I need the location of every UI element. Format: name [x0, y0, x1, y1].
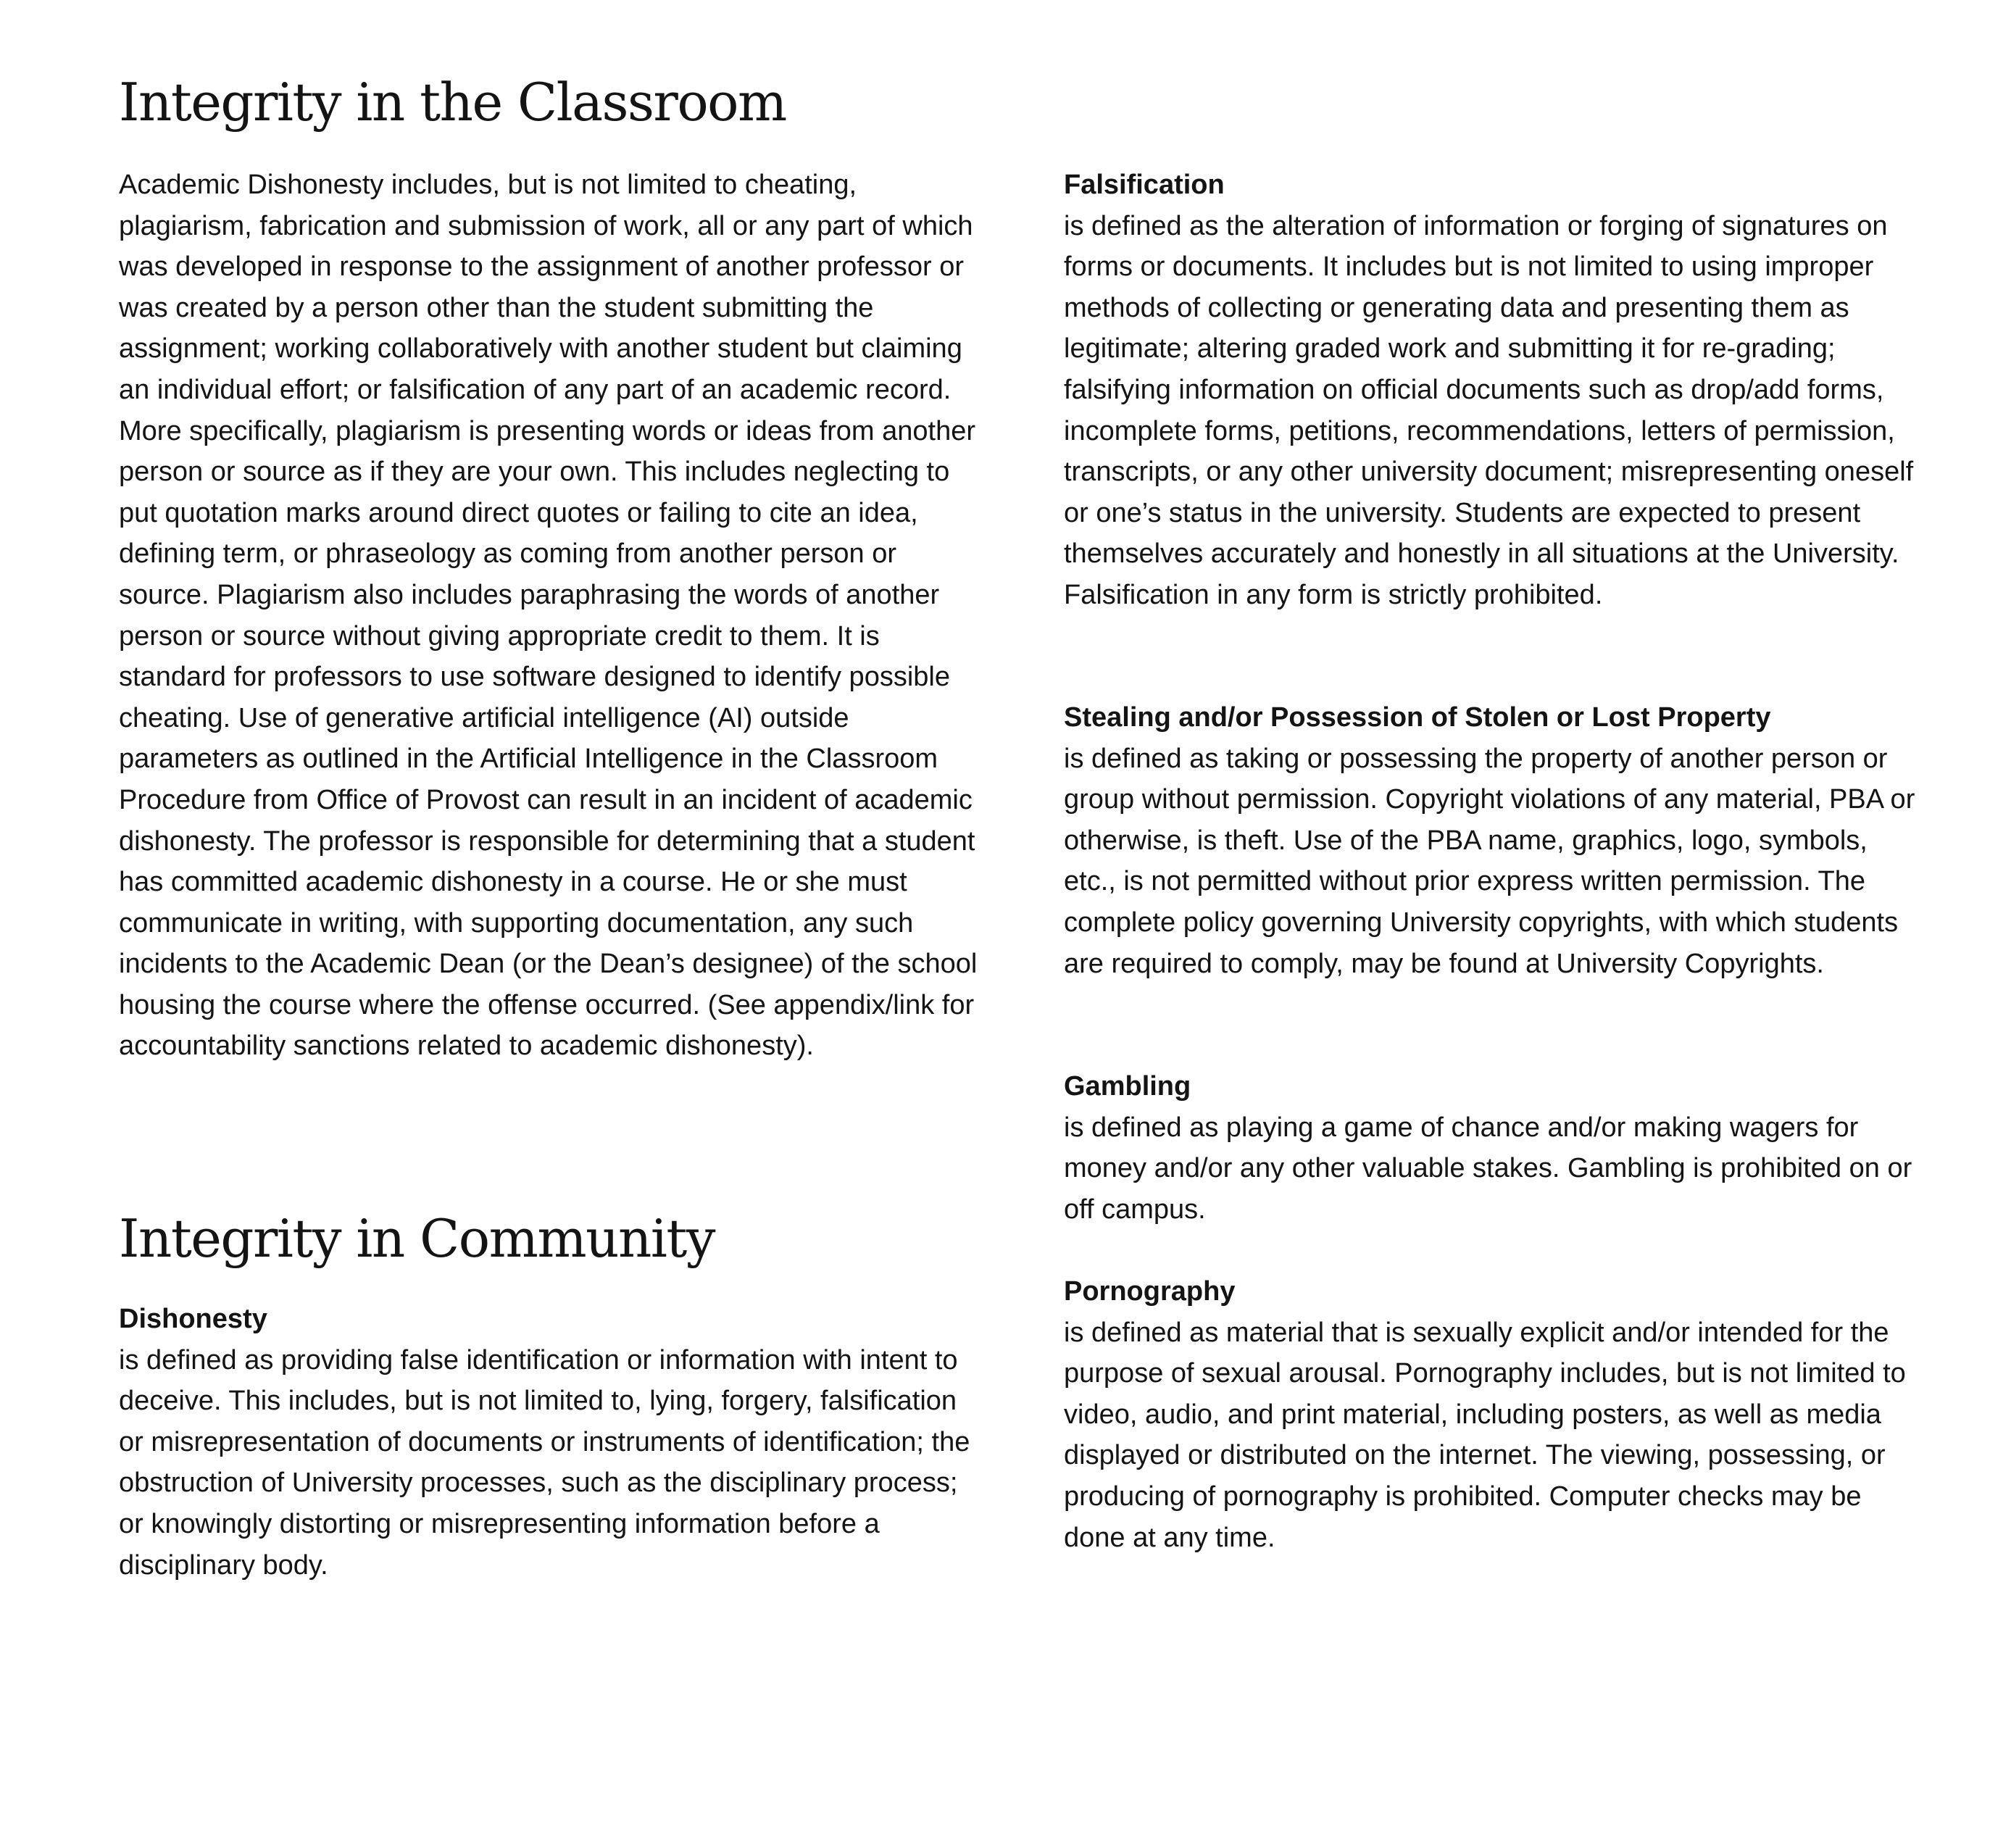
- dishonesty-definition: is defined as providing false identification or information with intent to deceive. This includes, but is not limited to, lying, forgery, falsification or misrepresentation of documents or instruments of identification; the obstruction of University processes, such as the disciplinary process; or knowingly distorting or misrepresenting information before a disciplinary body.: [119, 1344, 970, 1581]
- stealing-section: [1064, 697, 1919, 984]
- pornography-definition: is defined as material that is sexually explicit and/or intended for the purpose of sexual arousal. Pornography includes, but is not limited to video, audio, and print material, including posters, as well as media displayed or distributed on the internet. The viewing, possessing, or producing of pornography is prohibited. Computer checks may be done at any time.: [1064, 1317, 1906, 1553]
- falsification-definition: is defined as the alteration of information or forging of signatures on forms or documents. It includes but is not limited to using improper methods of collecting or generating data and presenting them as legitimate; altering graded work and submitting it for re-grading; falsifying information on official documents such as drop/add forms, incomplete forms, petitions, recommendations, letters of permission, transcripts, or any other university document; misrepresenting oneself or one’s status in the university. Students are expected to present themselves accurately and honestly in all situations at the University. Falsification in any form is strictly prohibited.: [1064, 210, 1914, 610]
- falsification-term: Falsification: [1064, 170, 1225, 200]
- academic-dishonesty-section: [119, 165, 981, 1067]
- gambling-term: Gambling: [1064, 1071, 1191, 1102]
- pornography-term: Pornography: [1064, 1276, 1236, 1307]
- gambling-section: [1064, 1066, 1919, 1230]
- stealing-term: Stealing and/or Possession of Stolen or Lost Property: [1064, 702, 1771, 733]
- stealing-definition: is defined as taking or possessing the property of another person or group without permission. Copyright violations of any material, PBA or otherwise, is theft. Use of the PBA name, graphics, logo, symbols, etc., is not permitted without prior express written permission. The complete policy governing University copyrights, with which students are required to comply, may be found at University Copyrights.: [1064, 743, 1915, 979]
- pornography-section: [1064, 1271, 1919, 1558]
- falsification-section: [1064, 165, 1919, 616]
- community-heading: Integrity in Community: [119, 1208, 715, 1269]
- academic-dishonesty-paragraph: Academic Dishonesty includes, but is not limited to cheating, plagiarism, fabrication and submission of work, all or any part of which was developed in response to the assignment of another professor or was created by a person other than the student submitting the assignment; working collaboratively with another student but claiming an individual effort; or falsification of any part of an academic record. More specifically, plagiarism is presenting words or ideas from another person or source as if they are your own. This includes neglecting to put quotation marks around direct quotes or failing to cite an idea, defining term, or phraseology as coming from another person or source. Plagiarism also includes paraphrasing the words of another person or source without giving appropriate credit to them. It is standard for professors to use software designed to identify possible cheating. Use of generative artificial intelligence (AI) outside parameters as outlined in the Artificial Intelligence in the Classroom Procedure from Office of Provost can result in an incident of academic dishonesty. The professor is responsible for determining that a student has committed academic dishonesty in a course. He or she must communicate in writing, with supporting documentation, any such incidents to the Academic Dean (or the Dean’s designee) of the school housing the course where the offense occurred. (See appendix/link for accountability sanctions related to academic dishonesty).: [119, 170, 978, 1062]
- classroom-heading: Integrity in the Classroom: [119, 72, 786, 133]
- gambling-definition: is defined as playing a game of chance and/or making wagers for money and/or any other valuable stakes. Gambling is prohibited on or off campus.: [1064, 1112, 1912, 1225]
- dishonesty-section: [119, 1299, 981, 1586]
- dishonesty-term: Dishonesty: [119, 1304, 267, 1334]
